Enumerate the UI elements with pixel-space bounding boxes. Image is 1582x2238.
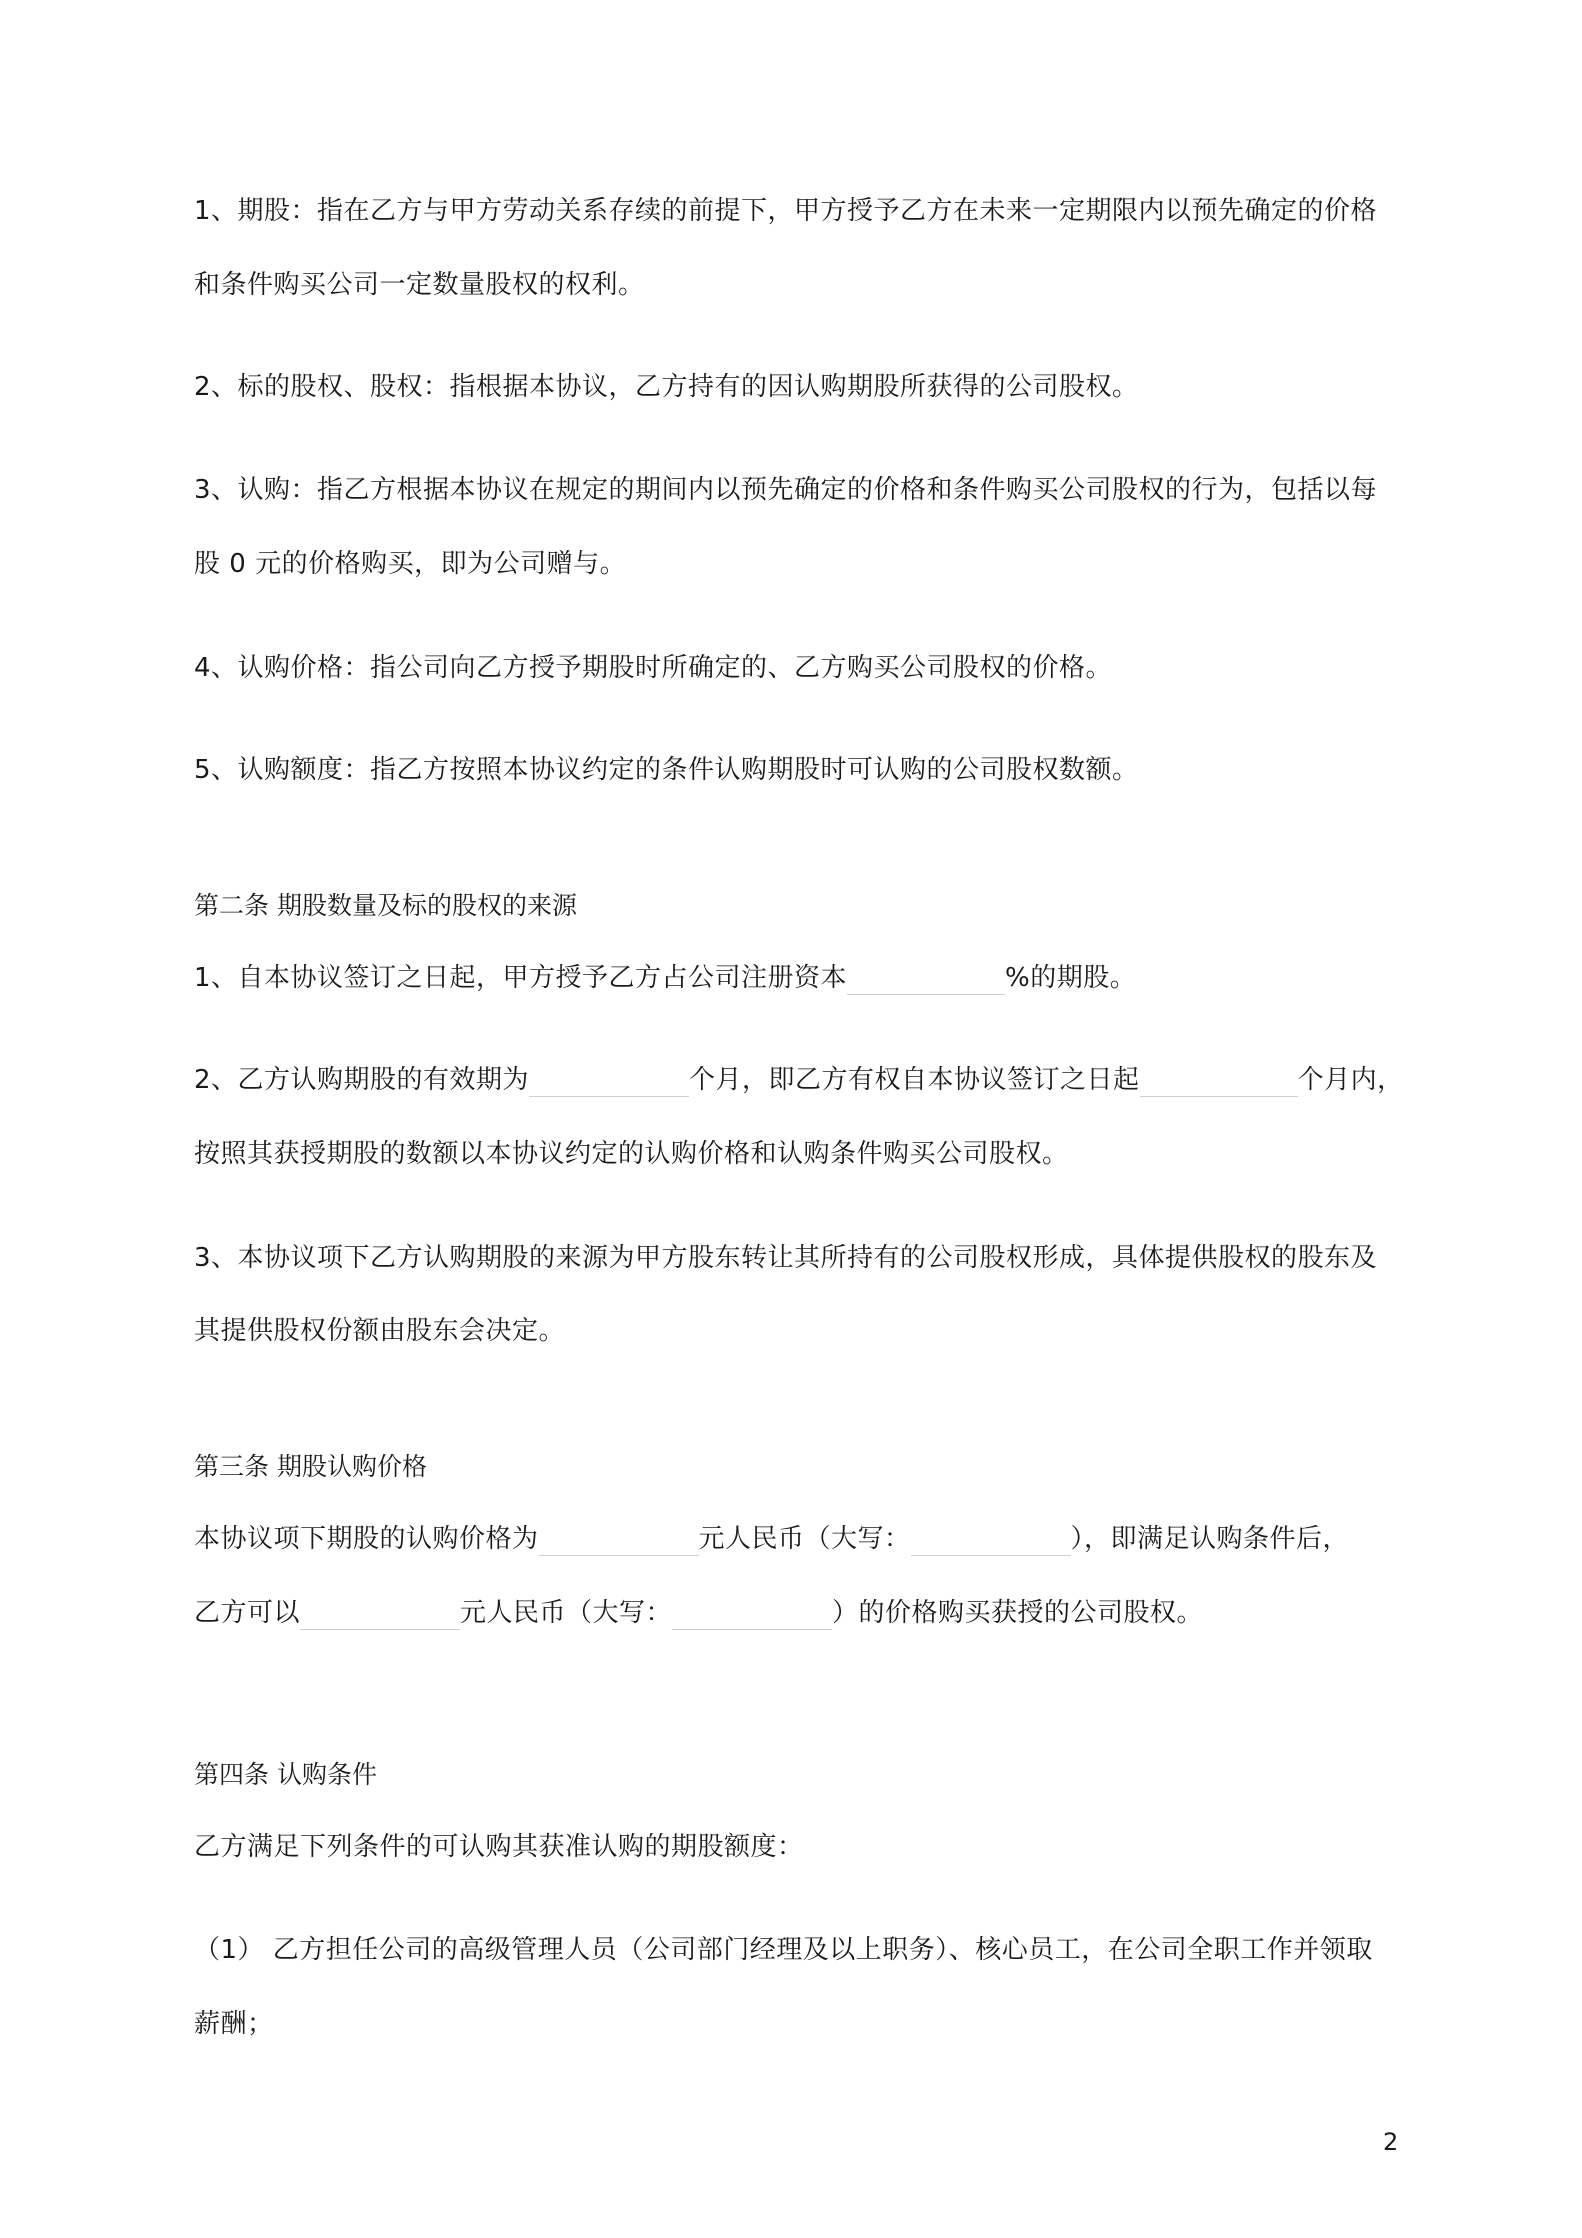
article-2-clause-2-text-a: 2、乙方认购期股的有效期为 [194,1065,530,1095]
subscription-months-blank[interactable] [1140,1068,1298,1097]
article-2-clause-2-text-b: 个月，即乙方有权自本协议签订之日起 [689,1065,1140,1095]
definition-3-line-2: 股 0 元的价格购买，即为公司赠与。 [194,549,627,579]
definition-1-line-1: 1、期股：指在乙方与甲方劳动关系存续的前提下，甲方授予乙方在未来一定期限内以预先确定的价格 [194,196,1378,226]
article-2-clause-2-text-c: 个月内， [1297,1065,1404,1095]
article-3-heading: 第三条 期股认购价格 [194,1452,427,1481]
article-2-clause-3-line-1: 3、本协议项下乙方认购期股的来源为甲方股东转让其所持有的公司股权形成，具体提供股权的股东及 [194,1243,1378,1273]
article-3-line-2-text-a: 乙方可以 [194,1598,301,1628]
definition-3-line-1: 3、认购：指乙方根据本协议在规定的期间内以预先确定的价格和条件购买公司股权的行为，包括以每 [194,475,1378,505]
page-number: 2 [1383,2128,1399,2156]
article-3-line-1 [194,1522,1349,1556]
definition-2: 2、标的股权、股权：指根据本协议，乙方持有的因认购期股所获得的公司股权。 [194,372,1139,402]
article-4-heading: 第四条 认购条件 [194,1760,377,1789]
purchase-price-uppercase-blank[interactable] [672,1601,832,1630]
subscription-price-blank[interactable] [539,1527,699,1556]
article-3-line-2 [194,1596,1203,1630]
definition-1-line-2: 和条件购买公司一定数量股权的权利。 [194,270,645,300]
article-2-clause-1-text-b: %的期股。 [1005,963,1137,993]
article-3-line-1-text-a: 本协议项下期股的认购价格为 [194,1524,539,1554]
article-4-condition-1-line-2: 薪酬； [194,2009,274,2039]
article-2-clause-1-text-a: 1、自本协议签订之日起，甲方授予乙方占公司注册资本 [194,963,848,993]
article-2-clause-2-line-2: 按照其获授期股的数额以本协议约定的认购价格和认购条件购买公司股权。 [194,1139,1069,1169]
article-3-line-1-text-c: ），即满足认购条件后， [1070,1524,1350,1554]
article-3-line-2-text-c: ）的价格购买获授的公司股权。 [832,1598,1204,1628]
purchase-price-blank[interactable] [300,1601,460,1630]
article-4-intro: 乙方满足下列条件的可认购其获准认购的期股额度： [194,1832,804,1862]
definition-4: 4、认购价格：指公司向乙方授予期股时所确定的、乙方购买公司股权的价格。 [194,653,1113,683]
article-2-clause-1 [194,961,1136,995]
article-2-clause-3-line-2: 其提供股权份额由股东会决定。 [194,1316,566,1346]
article-2-heading: 第二条 期股数量及标的股权的来源 [194,891,577,920]
article-3-line-2-text-b: 元人民币（大写： [460,1598,673,1628]
article-2-clause-2-line-1 [194,1063,1404,1097]
registered-capital-percent-blank[interactable] [847,966,1005,995]
article-3-line-1-text-b: 元人民币（大写： [698,1524,911,1554]
subscription-price-uppercase-blank[interactable] [911,1527,1071,1556]
definition-5: 5、认购额度：指乙方按照本协议约定的条件认购期股时可认购的公司股权数额。 [194,755,1139,785]
validity-months-blank[interactable] [529,1068,689,1097]
article-4-condition-1-line-1: （1） 乙方担任公司的高级管理人员（公司部门经理及以上职务）、核心员工，在公司全职工作并领取 [194,1935,1373,1965]
